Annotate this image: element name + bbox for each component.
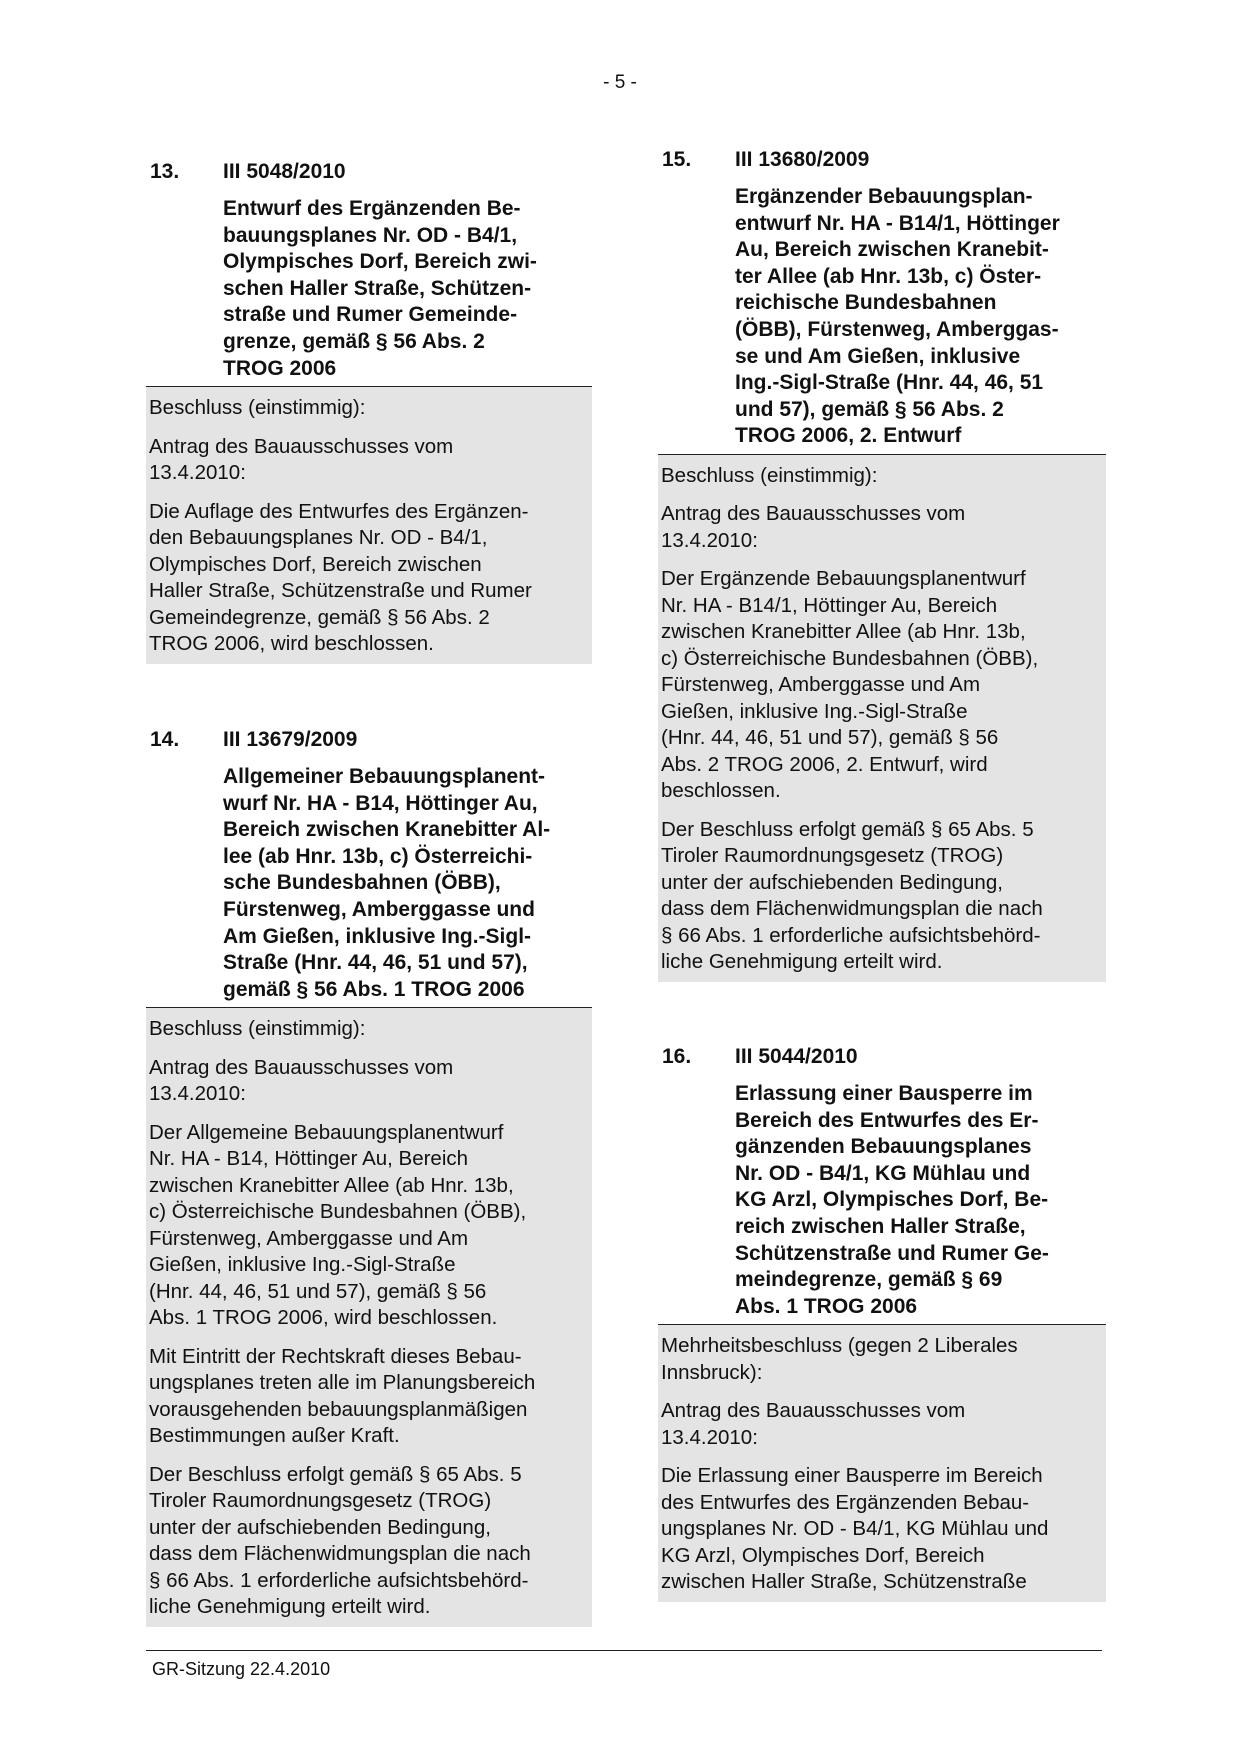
decision-label: Beschluss (einstimmig): (149, 396, 366, 420)
agenda-item-13 (146, 160, 588, 664)
item-title: Erlassung einer Bausperre im Bereich des Entwurfes des Er- gänzenden Bebauungsplanes Nr. OD - B4/1, KG Mühlau und KG Arzl, Olympisches Dorf, Be- reich zwischen Haller Straße, Schützenstraße und Rumer Ge- meindegrenze, gemäß § 69 Abs. 1 TROG 2006 (658, 1081, 1106, 1325)
motion-label: Antrag des Bauausschusses vom 13.4.2010: (661, 1399, 966, 1449)
resolution-box (146, 1008, 592, 1627)
resolution-text: Die Auflage des Entwurfes des Ergänzen- den Bebauungsplanes Nr. OD - B4/1, Olympisches Dorf, Bereich zwischen Haller Straße, Schützenstraße und Rumer Gemeindegrenze, gemäß § 56 Abs. 2 TROG 2006, wird beschlossen. (149, 499, 532, 656)
item-title: Entwurf des Ergänzenden Be- bauungsplanes Nr. OD - B4/1, Olympisches Dorf, Bereich zwi- schen Haller Straße, Schützen- straße und Rumer Gemeinde- grenze, gemäß § 56 Abs. 2 TROG 2006 (146, 196, 592, 387)
item-title: Ergänzender Bebauungsplan- entwurf Nr. HA - B14/1, Höttinger Au, Bereich zwischen Kranebit- ter Allee (ab Hnr. 13b, c) Öster- reichische Bundesbahnen (ÖBB), Fürstenweg, Amberggas- se und Am Gießen, inklusive Ing.-Sigl-Straße (Hnr. 44, 46, 51 und 57), gemäß § 56 Abs. 2 TROG 2006, 2. Entwurf (658, 184, 1106, 455)
item-reference: III 5048/2010 (223, 160, 346, 183)
decision-label: Beschluss (einstimmig): (149, 1017, 366, 1041)
footer-session-label: GR-Sitzung 22.4.2010 (152, 1659, 331, 1679)
resolution-box (658, 1325, 1106, 1602)
motion-label: Antrag des Bauausschusses vom 13.4.2010: (661, 502, 966, 552)
item-reference: III 13680/2009 (735, 148, 870, 171)
item-header (146, 160, 588, 190)
agenda-item-15 (658, 148, 1102, 982)
agenda-item-16 (658, 1045, 1102, 1602)
item-number: 14. (150, 728, 180, 751)
item-number: 16. (662, 1045, 692, 1068)
item-header (658, 1045, 1102, 1075)
resolution-box (146, 387, 592, 664)
resolution-text: Mit Eintritt der Rechtskraft dieses Bebau- ungsplanes treten alle im Planungsbereich vorausgehenden bebauungsplanmäßigen Bestimmungen außer Kraft. (149, 1344, 536, 1448)
item-number: 13. (150, 160, 180, 183)
decision-label: Mehrheitsbeschluss (gegen 2 Liberales Innsbruck): (661, 1334, 1018, 1384)
item-reference: III 13679/2009 (223, 728, 358, 751)
motion-label: Antrag des Bauausschusses vom 13.4.2010: (149, 1055, 454, 1106)
resolution-text: Der Beschluss erfolgt gemäß § 65 Abs. 5 Tiroler Raumordnungsgesetz (TROG) unter der aufschiebenden Bedingung, dass dem Flächenwidmungsplan die nach § 66 Abs. 1 erforderliche aufsichtsbehörd- liche Genehmigung erteilt wird. (661, 817, 1043, 974)
item-number: 15. (662, 148, 692, 171)
page-number: - 5 - (603, 72, 637, 93)
item-title: Allgemeiner Bebauungsplanent- wurf Nr. HA - B14, Höttinger Au, Bereich zwischen Kranebitter Al- lee (ab Hnr. 13b, c) Österreichi- sche Bundesbahnen (ÖBB), Fürstenweg, Amberggasse und Am Gießen, inklusive Ing.-Sigl- Straße (Hnr. 44, 46, 51 und 57), gemäß § 56 Abs. 1 TROG 2006 (146, 764, 592, 1008)
resolution-text: Der Beschluss erfolgt gemäß § 65 Abs. 5 Tiroler Raumordnungsgesetz (TROG) unter der aufschiebenden Bedingung, dass dem Flächenwidmungsplan die nach § 66 Abs. 1 erforderliche aufsichtsbehörd- liche Genehmigung erteilt wird. (149, 1462, 531, 1619)
agenda-item-14 (146, 728, 588, 1627)
resolution-text: Die Erlassung einer Bausperre im Bereich des Entwurfes des Ergänzenden Bebau- ungsplanes Nr. OD - B4/1, KG Mühlau und KG Arzl, Olympisches Dorf, Bereich zwischen Haller Straße, Schützenstraße (661, 1464, 1049, 1594)
resolution-text: Der Allgemeine Bebauungsplanentwurf Nr. HA - B14, Höttinger Au, Bereich zwischen Kranebitter Allee (ab Hnr. 13b, c) Österreichische Bundesbahnen (ÖBB), Fürstenweg, Amberggasse und Am Gießen, inklusive Ing.-Sigl-Straße (Hnr. 44, 46, 51 und 57), gemäß § 56 Abs. 1 TROG 2006, wird beschlossen. (149, 1120, 527, 1330)
item-reference: III 5044/2010 (735, 1045, 858, 1068)
resolution-box (658, 455, 1106, 982)
footer-divider (146, 1650, 1102, 1651)
item-header (146, 728, 588, 758)
motion-label: Antrag des Bauausschusses vom 13.4.2010: (149, 434, 454, 485)
resolution-text: Der Ergänzende Bebauungsplanentwurf Nr. HA - B14/1, Höttinger Au, Bereich zwischen Kranebitter Allee (ab Hnr. 13b, c) Österreichische Bundesbahnen (ÖBB), Fürstenweg, Amberggasse und Am Gießen, inklusive Ing.-Sigl-Straße (Hnr. 44, 46, 51 und 57), gemäß § 56 Abs. 2 TROG 2006, 2. Entwurf, wird beschlossen. (661, 567, 1039, 803)
decision-label: Beschluss (einstimmig): (661, 463, 878, 487)
item-header (658, 148, 1102, 178)
